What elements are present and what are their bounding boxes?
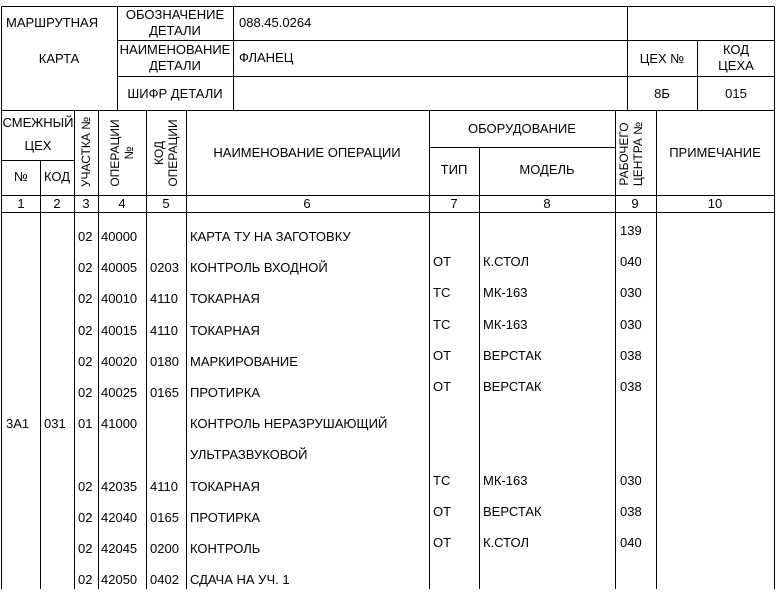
section-cell: 02 — [78, 291, 93, 307]
shop-no-value: 8Б — [654, 86, 670, 101]
adjacent-no-label: № — [14, 169, 28, 184]
section-cell: 02 — [78, 509, 93, 525]
operation-code-cell: 0203 — [150, 260, 179, 276]
operation-no-cell: 42050 — [101, 572, 138, 588]
table-row — [0, 448, 776, 479]
work-center-cell: 040 — [620, 535, 642, 550]
operation-name-cell: КОНТРОЛЬ — [190, 541, 261, 556]
shop-code-value: 015 — [725, 86, 747, 101]
shop-code-label-line1: КОД — [722, 42, 750, 57]
operation-no-cell: 40000 — [101, 229, 138, 244]
equipment-type-cell: ОТ — [433, 379, 452, 394]
equipment-model-label: МОДЕЛЬ — [519, 162, 575, 177]
work-center-cell: 038 — [620, 379, 642, 394]
column-number: 4 — [118, 196, 126, 211]
shop-code-label-line2: ЦЕХА — [718, 58, 754, 73]
table-row — [0, 379, 776, 417]
table-row — [0, 223, 776, 261]
operation-code-cell: 4110 — [150, 478, 178, 494]
operation-no-cell: 40010 — [101, 291, 138, 307]
adjacent-code-cell: 031 — [44, 416, 66, 432]
operation-name-cell: ТОКАРНАЯ — [190, 478, 260, 494]
operation-code-cell: 4110 — [150, 291, 178, 307]
name-value: ФЛАНЕЦ — [239, 50, 294, 65]
table-row — [0, 472, 776, 511]
equipment-model-cell: К.СТОЛ — [483, 254, 529, 270]
operation-name-cell: КОНТРОЛЬ НЕРАЗРУШАЮЩИЙ — [190, 416, 388, 432]
equipment-type-label: ТИП — [440, 162, 468, 177]
work-center-cell: 038 — [620, 347, 642, 363]
operation-no-cell: 40025 — [101, 385, 138, 400]
table-row — [0, 535, 776, 573]
column-number: 8 — [543, 196, 551, 211]
work-center-label-line2: ЦЕНТРА № — [631, 121, 645, 187]
card-title-line2: КАРТА — [38, 51, 80, 66]
operation-no-cell: 42035 — [101, 478, 138, 494]
adjacent-code-label: КОД — [43, 169, 71, 184]
equipment-model-cell: МК-163 — [483, 285, 528, 301]
operation-code-cell: 0200 — [150, 541, 179, 556]
work-center-cell: 030 — [620, 472, 642, 488]
equipment-type-cell: ОТ — [433, 347, 452, 363]
section-cell: 02 — [78, 353, 93, 369]
operation-no-cell: 42040 — [101, 509, 138, 525]
section-cell: 02 — [78, 478, 93, 494]
equipment-type-cell: ТС — [433, 472, 451, 488]
operation-code-label-line2: ОПЕРАЦИИ — [166, 119, 180, 187]
table-row — [0, 254, 776, 292]
work-center-cell: 139 — [620, 223, 642, 238]
operation-name-cell: МАРКИРОВАНИЕ — [190, 353, 298, 369]
work-center-cell: 038 — [620, 503, 642, 519]
section-cell: 02 — [78, 260, 93, 276]
column-number: 3 — [82, 196, 90, 211]
column-number: 10 — [707, 196, 723, 211]
operation-code-cell: 0165 — [150, 385, 179, 400]
column-number: 9 — [631, 196, 639, 211]
designation-label-line2: ДЕТАЛИ — [149, 23, 201, 38]
work-center-label-line1: РАБОЧЕГО — [617, 122, 631, 186]
column-number: 1 — [17, 196, 25, 211]
operation-name-cell: ТОКАРНАЯ — [190, 291, 260, 307]
section-no-label: УЧАСТКА № — [79, 116, 93, 188]
equipment-type-cell: ОТ — [433, 535, 452, 550]
operation-name-cell: КОНТРОЛЬ ВХОДНОЙ — [190, 260, 328, 276]
table-row — [0, 347, 776, 386]
operation-no-cell: 40005 — [101, 260, 138, 276]
operation-no-cell: 40020 — [101, 353, 138, 369]
equipment-type-cell: ОТ — [433, 254, 452, 270]
designation-label-line1: ОБОЗНАЧЕНИЕ — [125, 7, 225, 22]
name-label-line2: ДЕТАЛИ — [149, 58, 201, 73]
operation-code-cell: 4110 — [150, 322, 178, 338]
column-number: 7 — [450, 196, 458, 211]
adjacent-shop-label-line2: ЦЕХ — [24, 138, 52, 153]
column-number: 5 — [162, 196, 170, 211]
section-cell: 02 — [78, 541, 93, 556]
equipment-model-cell: МК-163 — [483, 472, 528, 488]
operation-name-cell: ТОКАРНАЯ — [190, 322, 260, 338]
work-center-cell: 030 — [620, 285, 642, 301]
operation-no-label-line2: № — [122, 146, 136, 160]
equipment-type-cell: ТС — [433, 285, 451, 301]
operation-code-cell: 0165 — [150, 509, 179, 525]
operation-no-label-line1: ОПЕРАЦИИ — [108, 119, 122, 187]
work-center-cell: 040 — [620, 254, 642, 270]
table-row — [0, 417, 776, 448]
operation-no-cell: 40015 — [101, 322, 138, 338]
equipment-model-cell: ВЕРСТАК — [483, 503, 542, 519]
name-label-line1: НАИМЕНОВАНИЕ — [119, 42, 231, 57]
operation-name-cell: ПРОТИРКА — [190, 385, 261, 400]
equipment-type-cell: ОТ — [433, 503, 452, 519]
cipher-label: ШИФР ДЕТАЛИ — [127, 86, 223, 101]
section-cell: 02 — [78, 322, 93, 338]
designation-value: 088.45.0264 — [239, 15, 312, 30]
table-row — [0, 503, 776, 542]
table-row — [0, 316, 776, 355]
operation-no-cell: 42045 — [101, 541, 138, 556]
operation-code-label-line1: КОД — [152, 140, 166, 166]
equipment-model-cell: К.СТОЛ — [483, 535, 529, 550]
operation-no-cell: 41000 — [101, 416, 138, 432]
section-cell: 02 — [78, 572, 93, 588]
operation-name-cell: СДАЧА НА УЧ. 1 — [190, 572, 290, 588]
operation-name-cell: УЛЬТРАЗВУКОВОЙ — [190, 447, 308, 463]
equipment-model-cell: ВЕРСТАК — [483, 347, 542, 363]
section-cell: 02 — [78, 229, 93, 244]
adjacent-shop-cell: 3А1 — [6, 416, 30, 432]
equipment-type-cell: ТС — [433, 316, 451, 332]
card-title-line1: МАРШРУТНАЯ — [6, 15, 99, 30]
shop-no-label: ЦЕХ № — [639, 51, 685, 66]
operation-name-cell: КАРТА ТУ НА ЗАГОТОВКУ — [190, 229, 351, 244]
equipment-model-cell: ВЕРСТАК — [483, 379, 542, 394]
work-center-cell: 030 — [620, 316, 642, 332]
note-label: ПРИМЕЧАНИЕ — [669, 145, 761, 160]
section-cell: 01 — [78, 416, 93, 432]
section-cell: 02 — [78, 385, 93, 400]
operation-code-cell: 0180 — [150, 353, 179, 369]
operation-code-cell: 0402 — [150, 572, 179, 588]
operation-name-cell: ПРОТИРКА — [190, 509, 261, 525]
table-row — [0, 285, 776, 323]
column-number: 6 — [303, 196, 311, 211]
column-number: 2 — [53, 196, 61, 211]
equipment-label: ОБОРУДОВАНИЕ — [468, 121, 576, 136]
adjacent-shop-label-line1: СМЕЖНЫЙ — [2, 115, 74, 130]
equipment-model-cell: МК-163 — [483, 316, 528, 332]
operation-name-label: НАИМЕНОВАНИЕ ОПЕРАЦИИ — [213, 145, 401, 160]
